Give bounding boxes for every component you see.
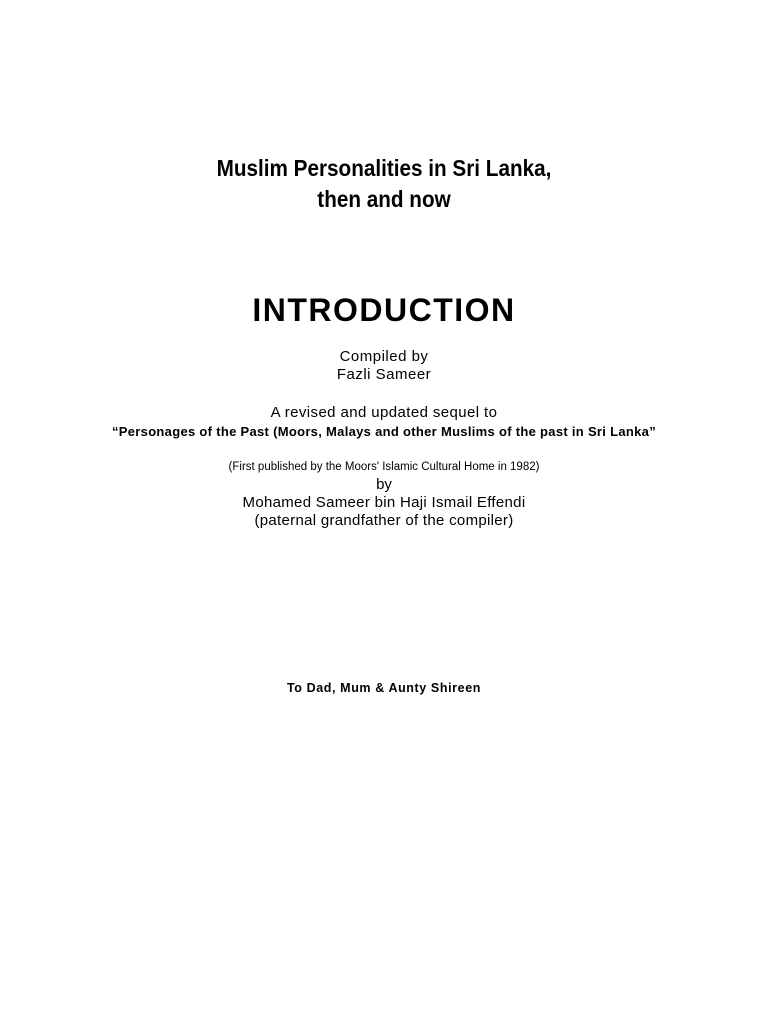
sequel-intro: A revised and updated sequel to — [270, 404, 498, 421]
title-line-2: then and now — [317, 186, 451, 212]
by-label: by — [376, 476, 392, 493]
section-heading: INTRODUCTION — [252, 292, 516, 328]
first-published-note: (First published by the Moors' Islamic Cultural Home in 1982) — [228, 461, 540, 473]
document-title — [38, 153, 729, 215]
dedication: To Dad, Mum & Aunty Shireen — [287, 681, 481, 695]
compiled-by-block — [0, 348, 768, 384]
compiler-name: Fazli Sameer — [336, 366, 432, 383]
sequel-work-title: “Personages of the Past (Moors, Malays and other Muslims of the past in Sri Lanka” — [112, 424, 656, 439]
author-note: (paternal grandfather of the compiler) — [254, 512, 514, 529]
compiled-by-label: Compiled by — [339, 348, 429, 365]
title-line-1: Muslim Personalities in Sri Lanka, — [216, 155, 552, 181]
author-name: Mohamed Sameer bin Haji Ismail Effendi — [242, 494, 526, 511]
author-block — [0, 494, 768, 530]
